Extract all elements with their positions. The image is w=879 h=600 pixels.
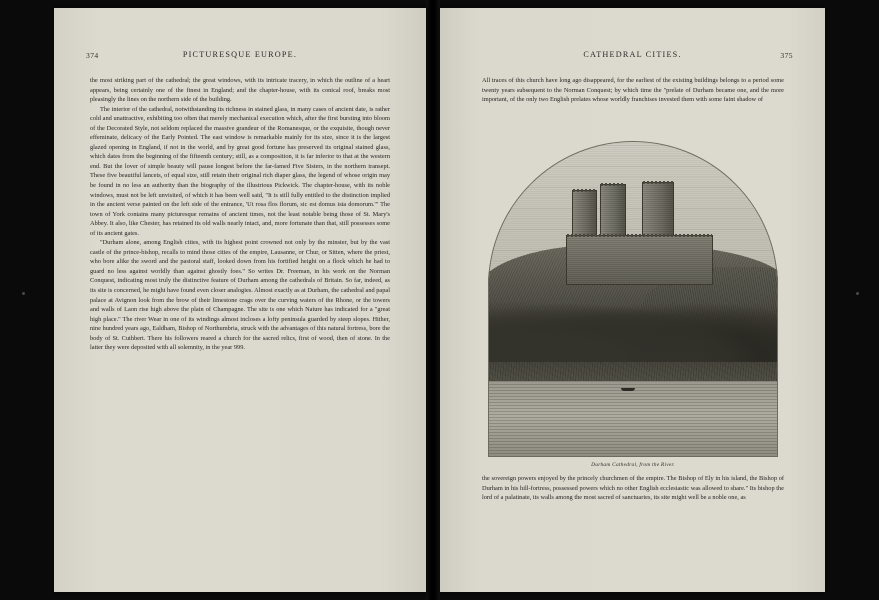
- left-page-text-column: [90, 76, 390, 353]
- tower-crenellation: [573, 189, 596, 192]
- page-edge-mark-right: [856, 292, 859, 295]
- tower-crenellation: [643, 181, 673, 184]
- left-page-header: [84, 50, 396, 64]
- paragraph: "Durham alone, among English cities, with its highest point crowned not only by the minster, but by the vast castle of the prince-bishop, recalls to mind those cities of the empire, Lausanne, or Chur, or Sitten, where the priest, who bore alike the sword and the pastoral staff, looked down from his fortified height on a flock which he had to guard no less against worldly than against ghostly foes." So writes Dr. Freeman, in his work on the Norman Conquest, indicating most truly the distinctive feature of Durham among the cathedrals of Britain. So far, indeed, as its site is concerned, he might have found even closer analogies. Almost exactly as at Durham, the cathedral and papal palace at Avignon look from the brow of their limestone crags over the curving waters of the Rhone, or the towers and walls of Laon rise high above the plain of Champagne. The site is one which Nature has indicated for a "great high place." The river Wear in one of its windings almost incloses a lofty peninsula guarded by steep slopes. Hither, nine hundred years ago, Ealdham, Bishop of Northumbria, struck with the advantages of this natural fortress, bore the body of St. Cuthbert. There his followers reared a church for the sacred relics, first of wood, then of stone. In the latter they were deposited with all solemnity, in the year 999.: [90, 239, 390, 352]
- engraving-river-wear: [488, 381, 778, 457]
- left-running-title: PICTURESQUE EUROPE.: [182, 50, 298, 59]
- spread-gutter: [426, 0, 440, 600]
- left-page: [54, 8, 426, 592]
- durham-cathedral-engraving: [488, 141, 778, 457]
- right-page-text-column-top: [482, 76, 784, 105]
- paragraph: The interior of the cathedral, notwithstanding its richness in stained glass, in many cases of ancient date, is rather cold and unattractive, exhibiting too often that merely mechanical execution which, after the first bursting into bloom of the Decorated Style, not seldom replaced the massive grandeur of the Romanesque, or the exquisite, though never effeminate, delicacy of the Early Pointed. The east window is remarkable mainly for its size, since it is the largest glazed opening in England, if not in the world, and by great good fortune has preserved its original stained glass, which dates from the beginning of the fifteenth century; still, as a composition, it is far inferior to that at the western end. But the lover of simple beauty will pause longest before the far-famed Five Sisters, in the northern transept. These five beautiful lancets, of equal size, still retain their original rich diaper glass, the legend of whose origin may be found in no less an authority than the biography of the illustrious Pickwick. The chapter-house, with its noble windows, must not be left unvisited, of which it has been well said, "It is still fully entitled to the distinction implied in the ancient verse painted on the left side of the entrance, 'Ut rosa flos florum, sic est domus ista domorum.'" The town of York contains many picturesque remains of ancient times, not the least notable being those of St. Mary's Abbey. It also, like Chester, has retained its old walls nearly intact, and, more fortunate than that, still possesses some of its ancient gates.: [90, 105, 390, 237]
- tower-crenellation: [601, 183, 625, 186]
- right-running-title: CATHEDRAL CITIES.: [583, 50, 682, 59]
- right-page-header: [470, 50, 795, 64]
- right-page: [440, 8, 825, 592]
- paragraph: the sovereign powers enjoyed by the princely churchmen of the empire. The Bishop of Ely in his island, the Bishop of Durham in his hill-fortress, possessed powers which no other English ecclesiastic was allowed to share." Its bishop the lord of a palatinate, its walls among the most sacred of sanctuaries, its site might well be a noble one, as: [482, 475, 784, 502]
- nave-crenellation: [567, 234, 712, 237]
- engraving-cathedral: [563, 182, 714, 283]
- right-page-folio: 375: [780, 51, 793, 60]
- left-page-folio: 374: [86, 51, 99, 60]
- figure-caption: Durham Cathedral, from the River.: [591, 462, 675, 468]
- paragraph: All traces of this church have long ago disappeared, for the earliest of the existing buildings belongs to a period some twenty years subsequent to the Norman Conquest; by which time the "prelate of Durham became one, and the more important, of the only two English prelates whose worldly franchises invested them with some faint shadow of: [482, 77, 784, 104]
- paragraph: the most striking part of the cathedral; the great windows, with its intricate tracery, in which the outline of a heart appears, being certainly one of the finest in England; and the chapter-house, with its conical roof, breaks most pleasingly the lines on the northern side of the building.: [90, 77, 390, 104]
- page-edge-mark-left: [22, 292, 25, 295]
- cathedral-nave: [566, 235, 713, 286]
- right-page-text-column-bottom: [482, 474, 784, 503]
- engraving-rowing-boat: [621, 388, 635, 391]
- figure-durham-cathedral: [488, 141, 778, 468]
